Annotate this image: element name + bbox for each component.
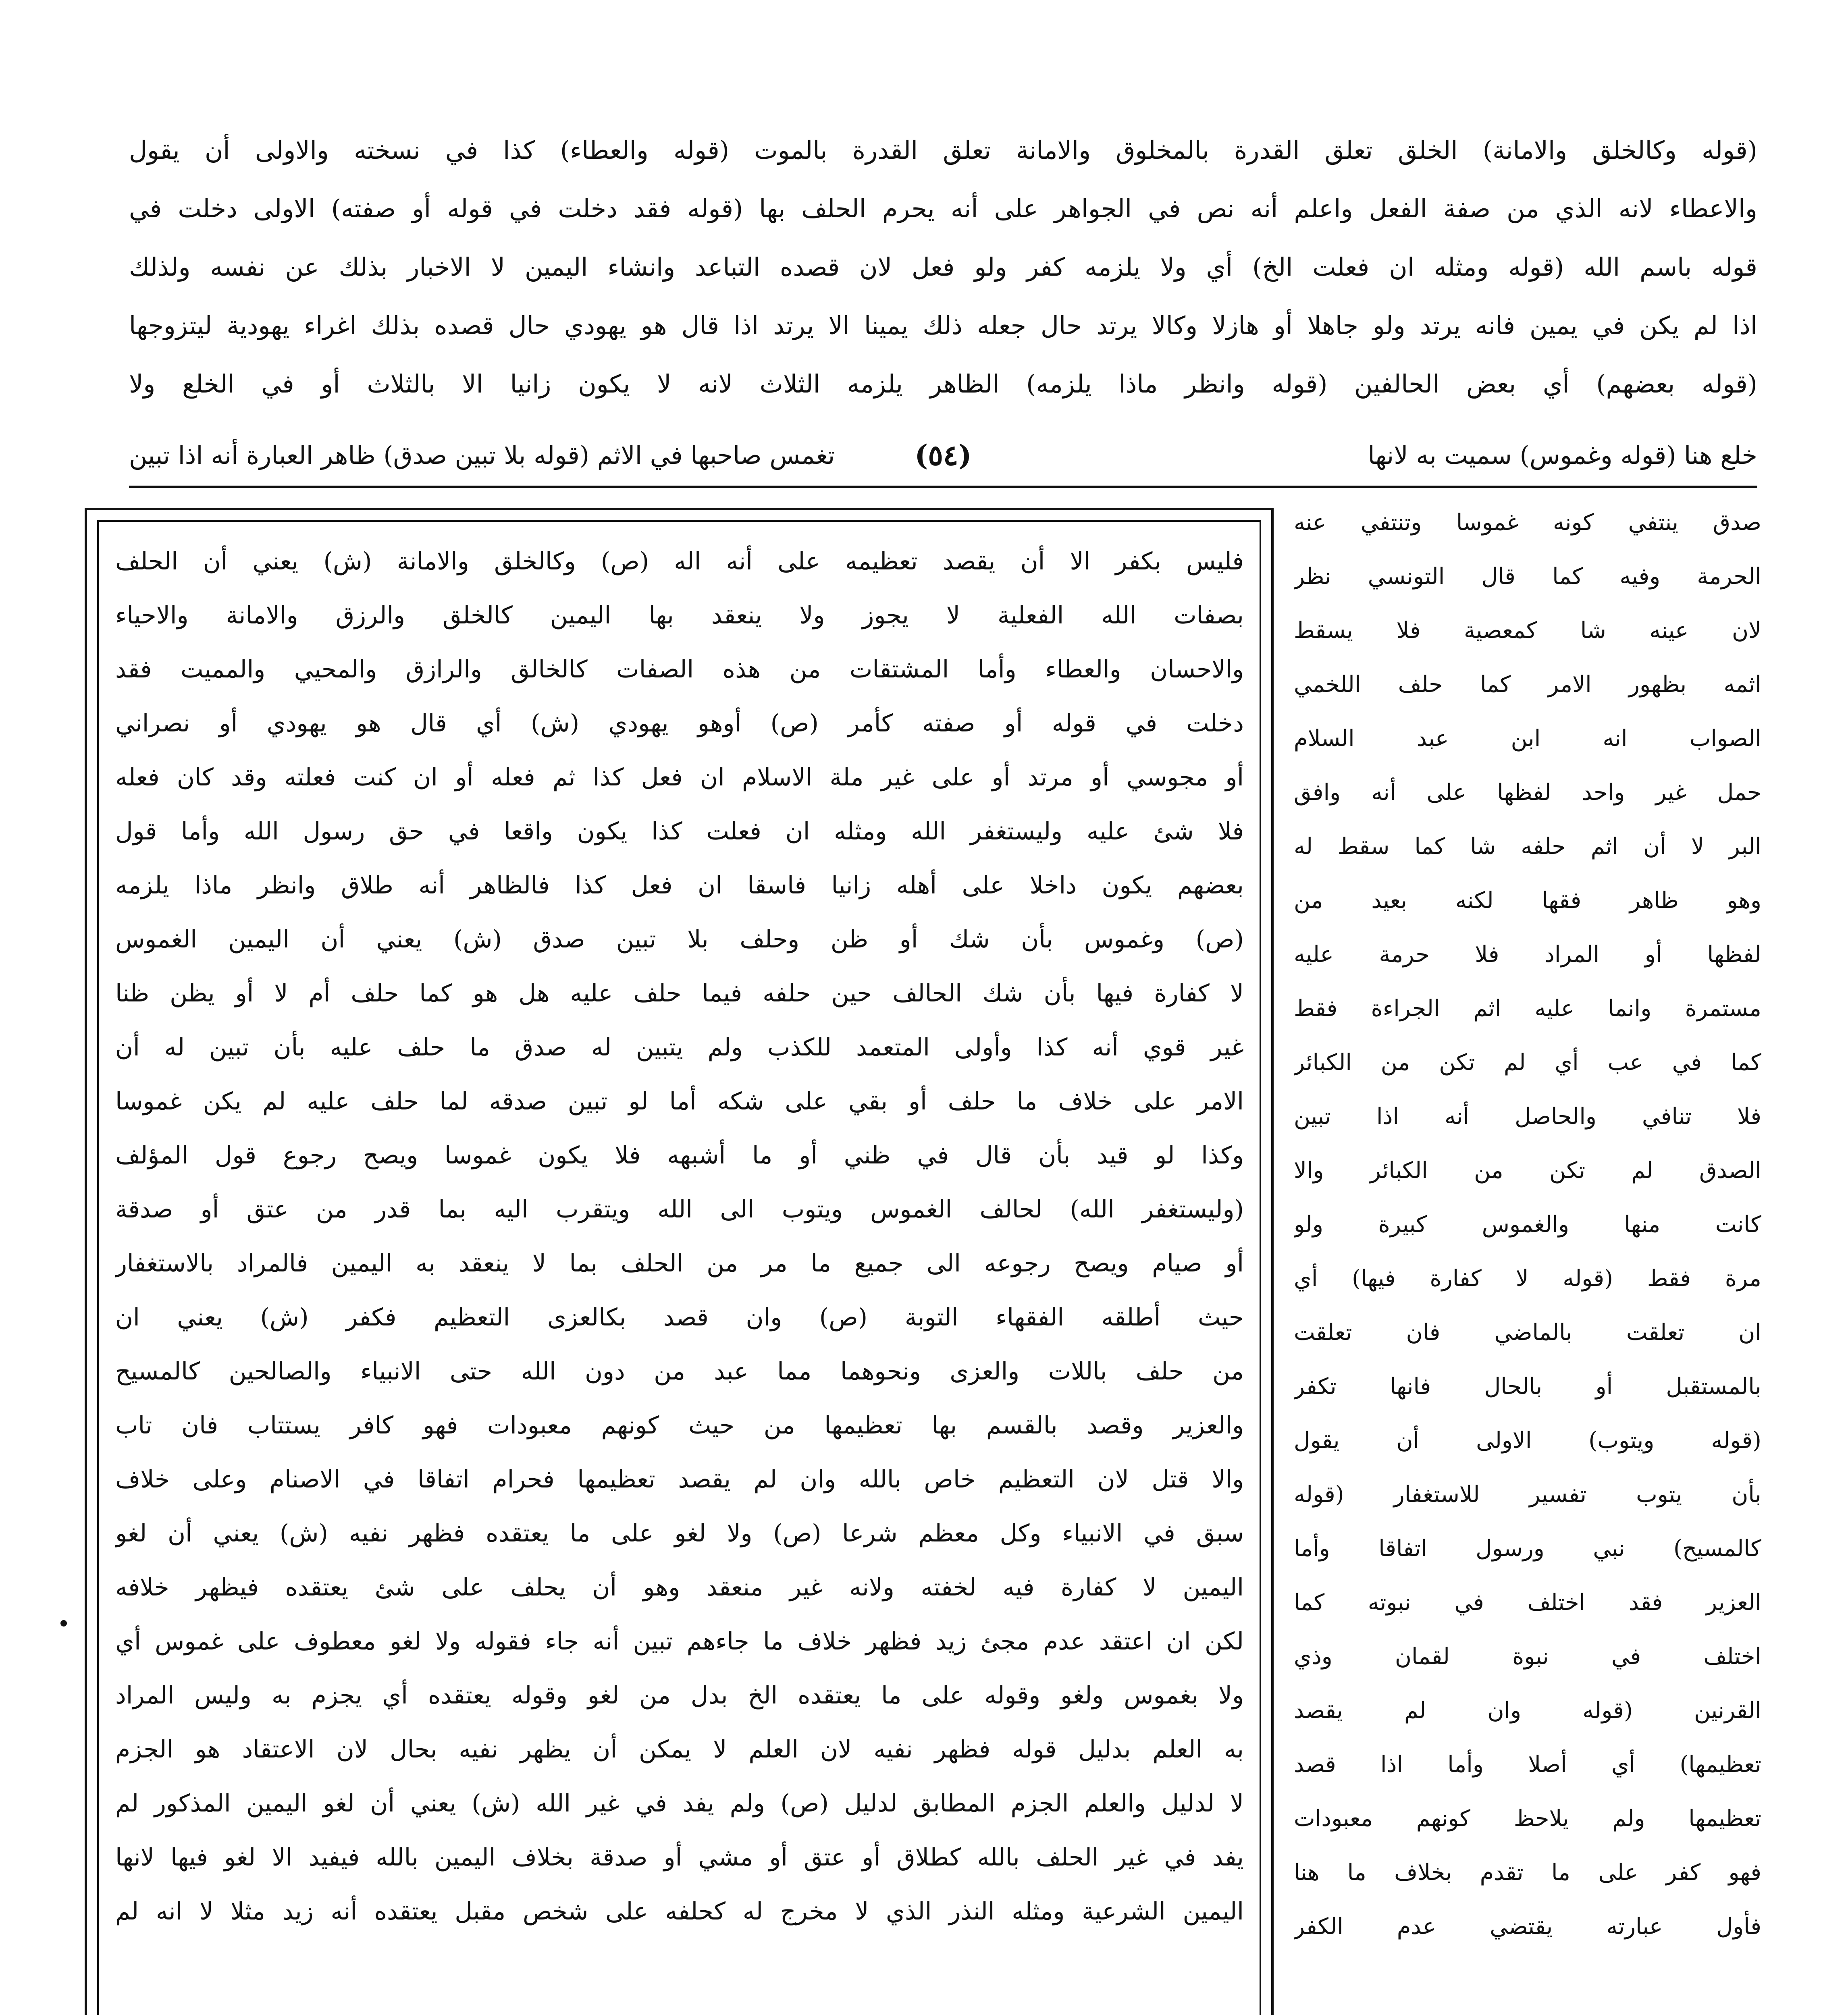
- commentary-line: اذا لم يكن في يمين فانه يرتد ولو جاهلا أو هازلا وكالا يرتد حال جعله ذلك يمينا الا يرتد اذا قال هو يهودي حال قصده بذلك اغراء يهودية ليتزوجها: [129, 311, 1757, 340]
- main-text-line: الامر على خلاف ما حلف أو بقي على شكه أما لو تبين صدقه لما حلف عليه لم يكن غموسا: [115, 1087, 1244, 1116]
- margin-dot: [60, 1620, 67, 1627]
- main-text-line: لا لدليل والعلم الجزم المطابق لدليل (ص) ولم يفد في غير الله (ش) يعني أن لغو اليمين المذكور لم: [115, 1789, 1244, 1818]
- commentary-line: (قوله وكالخلق والامانة) الخلق تعلق القدرة بالمخلوق والامانة تعلق القدرة بالموت (قوله والعطاء) كذا في نسخته والاولى أن يقول: [129, 135, 1757, 165]
- side-commentary-line: البر لا أن اثم حلفه شا كما سقط له: [1294, 833, 1761, 860]
- main-text-line: أو صيام ويصح رجوعه الى جميع ما مر من الحلف بما لا ينعقد به اليمين فالمراد بالاستغفار: [115, 1249, 1244, 1278]
- main-text-line: أو مجوسي أو مرتد أو على غير ملة الاسلام ان فعل كذا ثم فعله أو ان كنت فعلته وقد كان فعله: [115, 763, 1244, 791]
- commentary-line: والاعطاء لانه الذي من صفة الفعل واعلم أنه نص في الجواهر على أنه يحرم الحلف بها (قوله فقد دخلت في قوله أو صفته) الاولى دخلت في: [129, 194, 1757, 223]
- side-commentary-line: مرة فقط (قوله لا كفارة فيها) أي: [1294, 1265, 1761, 1292]
- main-text-line: اليمين الشرعية ومثله النذر الذي لا مخرج له كحلفه على شخص مقبل يعتقده أنه زيد مثلا لا انه لم: [115, 1897, 1244, 1926]
- side-commentary-line: لان عينه شا كمعصية فلا يسقط: [1294, 617, 1761, 644]
- side-margin-commentary: [1294, 496, 1761, 1954]
- side-commentary-line: الصدق لم تكن من الكبائر والا: [1294, 1157, 1761, 1184]
- running-header: [129, 431, 1757, 480]
- side-commentary-line: تعظيمها) أي أصلا وأما اذا قصد: [1294, 1751, 1761, 1778]
- side-commentary-line: بأن يتوب تفسير للاستغفار (قوله: [1294, 1481, 1761, 1508]
- main-text-line: لا كفارة فيها بأن شك الحالف حين حلفه فيما حلف عليه هل هو كما حلف أم لا أو يظن ظنا: [115, 979, 1244, 1008]
- side-commentary-line: القرنين (قوله وان لم يقصد: [1294, 1697, 1761, 1724]
- main-text-line: يفد في غير الحلف بالله كطلاق أو عتق أو مشي أو صدقة بخلاف اليمين بالله فيفيد الا لغو فيها لانها: [115, 1843, 1244, 1872]
- side-commentary-line: كانت منها والغموس كبيرة ولو: [1294, 1211, 1761, 1238]
- main-text-line: سبق في الانبياء وكل معظم شرعا (ص) ولا لغو على ما يعتقده فظهر نفيه (ش) يعني أن لغو: [115, 1519, 1244, 1548]
- header-rule: [129, 486, 1757, 488]
- main-text-line: لكن ان اعتقد عدم مجئ زيد فظهر خلاف ما جاءهم تبين أنه جاء فقوله ولا لغو معطوف على غموس أي: [115, 1627, 1244, 1656]
- side-commentary-line: العزير فقد اختلف في نبوته كما: [1294, 1589, 1761, 1616]
- side-commentary-line: لفظها أو المراد فلا حرمة عليه: [1294, 941, 1761, 968]
- main-text-line: غير قوي أنه كذا وأولى المتعمد للكذب ولم يتبين له صدق ما حلف عليه بأن تبين له أن: [115, 1033, 1244, 1062]
- commentary-line: قوله باسم الله (قوله ومثله ان فعلت الخ) أي ولا يلزمه كفر ولو فعل لان قصده التباعد وانشاء اليمين لا الاخبار بذلك عن نفسه ولذلك: [129, 252, 1757, 282]
- main-text-line: (وليستغفر الله) لحالف الغموس ويتوب الى الله ويتقرب اليه بما قدر من عتق أو صدقة: [115, 1195, 1244, 1224]
- main-text-line: والاحسان والعطاء وأما المشتقات من هذه الصفات كالخالق والرازق والمحيي والمميت فقد: [115, 655, 1244, 683]
- main-text-line: وكذا لو قيد بأن قال في ظني أو ما أشبهه فلا يكون غموسا ويصح رجوع قول المؤلف: [115, 1141, 1244, 1170]
- main-text-line: بصفات الله الفعلية لا يجوز ولا ينعقد بها اليمين كالخلق والرزق والامانة والاحياء: [115, 601, 1244, 629]
- main-text-line: والعزير وقصد بالقسم بها تعظيمها من حيث كونهم معبودات فهو كافر يستتاب فان تاب: [115, 1411, 1244, 1440]
- main-text-line: بعضهم يكون داخلا على أهله زانيا فاسقا ان فعل كذا فالظاهر أنه طلاق وانظر ماذا يلزمه: [115, 871, 1244, 899]
- header-right-text: تغمس صاحبها في الاثم (قوله بلا تبين صدق) ظاهر العبارة أنه اذا تبين: [129, 440, 835, 470]
- side-commentary-line: ان تعلقت بالماضي فان تعلقت: [1294, 1319, 1761, 1346]
- main-text-line: دخلت في قوله أو صفته كأمر (ص) أوهو يهودي (ش) أي قال هو يهودي أو نصراني: [115, 709, 1244, 737]
- side-commentary-line: حمل غير واحد لفظها على أنه وافق: [1294, 779, 1761, 806]
- main-text-line: فلا شئ عليه وليستغفر الله ومثله ان فعلت كذا يكون واقعا في حق رسول الله وأما قول: [115, 817, 1244, 845]
- side-commentary-line: الحرمة وفيه كما قال التونسي نظر: [1294, 563, 1761, 590]
- side-commentary-line: بالمستقبل أو بالحال فانها تكفر: [1294, 1373, 1761, 1400]
- side-commentary-line: فأول عبارته يقتضي عدم الكفر: [1294, 1913, 1761, 1940]
- side-commentary-line: فلا تنافي والحاصل أنه اذا تبين: [1294, 1103, 1761, 1130]
- main-text-line: فليس بكفر الا أن يقصد تعظيمه على أنه اله (ص) وكالخلق والامانة (ش) يعني أن الحلف: [115, 547, 1244, 575]
- side-commentary-line: اثمه بظهور الامر كما حلف اللخمي: [1294, 671, 1761, 698]
- main-text-line: ولا بغموس ولغو وقوله على ما يعتقده الخ بدل من لغو وقوله يعتقده أي يجزم به وليس المراد: [115, 1681, 1244, 1710]
- main-text-line: والا قتل لان التعظيم خاص بالله وان لم يقصد تعظيمها فحرام اتفاقا في الاصنام وعلى خلاف: [115, 1465, 1244, 1494]
- main-text-line: اليمين لا كفارة فيه لخفته ولانه غير منعقد وهو أن يحلف على شئ يعتقده فيظهر خلافه: [115, 1573, 1244, 1602]
- main-text-line: به العلم بدليل قوله فظهر نفيه لان العلم لا يمكن أن يظهر نفيه بحال لان الاعتقاد هو الجزم: [115, 1735, 1244, 1764]
- side-commentary-line: كالمسيح) نبي ورسول اتفاقا وأما: [1294, 1535, 1761, 1562]
- side-commentary-line: تعظيمها ولم يلاحظ كونهم معبودات: [1294, 1805, 1761, 1832]
- side-commentary-line: وهو ظاهر فقها لكنه بعيد من: [1294, 887, 1761, 914]
- page-number: (٥٤): [915, 438, 972, 472]
- main-text-line: حيث أطلقه الفقهاء التوبة (ص) وان قصد بكالعزى التعظيم فكفر (ش) يعني ان: [115, 1303, 1244, 1332]
- header-left-text: خلع هنا (قوله وغموس) سميت به لانها: [1368, 440, 1757, 470]
- main-text-line: من حلف باللات والعزى ونحوهما مما عبد من دون الله حتى الانبياء والصالحين كالمسيح: [115, 1357, 1244, 1386]
- side-commentary-line: الصواب انه ابن عبد السلام: [1294, 725, 1761, 752]
- main-text: [115, 534, 1244, 1938]
- side-commentary-line: صدق ينتفي كونه غموسا وتنتفي عنه: [1294, 509, 1761, 536]
- main-text-line: (ص) وغموس بأن شك أو ظن وحلف بلا تبين صدق (ش) يعني أن اليمين الغموس: [115, 925, 1244, 953]
- side-commentary-line: اختلف في نبوة لقمان وذي: [1294, 1643, 1761, 1670]
- side-commentary-line: كما في عب أي لم تكن من الكبائر: [1294, 1049, 1761, 1076]
- commentary-line: (قوله بعضهم) أي بعض الحالفين (قوله وانظر ماذا يلزمه) الظاهر يلزمه الثلاث لانه لا يكون زانيا الا بالثلاث أو في الخلع ولا: [129, 369, 1757, 399]
- top-margin-commentary: [129, 121, 1757, 476]
- main-text-frame: [85, 508, 1274, 2015]
- side-commentary-line: (قوله ويتوب) الاولى أن يقول: [1294, 1427, 1761, 1454]
- side-commentary-line: مستمرة وانما عليه اثم الجراءة فقط: [1294, 995, 1761, 1022]
- side-commentary-line: فهو كفر على ما تقدم بخلاف ما هنا: [1294, 1859, 1761, 1886]
